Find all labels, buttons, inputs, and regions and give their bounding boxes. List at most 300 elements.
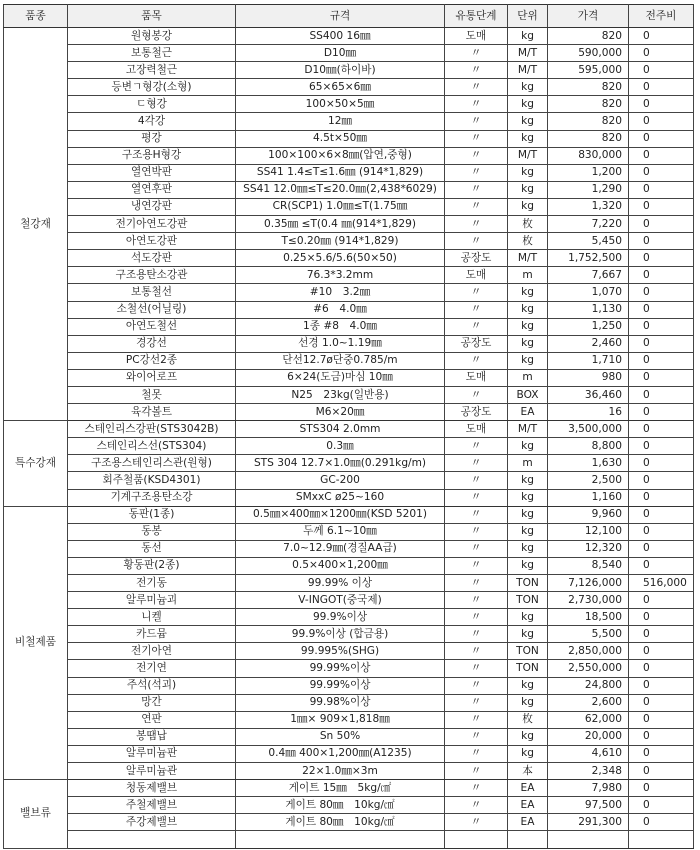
- spec-cell: 0.5㎜×400㎜×1200㎜(KSD 5201): [236, 506, 445, 523]
- item-cell: 보통철근: [68, 45, 236, 62]
- stage-cell: 도매: [445, 28, 508, 45]
- stage-cell: 공장도: [445, 250, 508, 267]
- spec-cell: V-INGOT(중국제): [236, 592, 445, 609]
- table-row: [4, 301, 694, 318]
- change-cell: 0: [629, 198, 694, 215]
- change-cell: 0: [629, 694, 694, 711]
- stage-cell: 〃: [445, 301, 508, 318]
- item-cell: 평강: [68, 130, 236, 147]
- item-cell: 아연도철선: [68, 318, 236, 335]
- stage-cell: [445, 831, 508, 848]
- price-cell: 1,630: [548, 455, 629, 472]
- spec-cell: 99.9%이상: [236, 609, 445, 626]
- price-cell: 12,320: [548, 540, 629, 557]
- change-cell: 0: [629, 489, 694, 506]
- spec-cell: SMxxC ø25~160: [236, 489, 445, 506]
- stage-cell: 〃: [445, 814, 508, 831]
- table-row: [4, 523, 694, 540]
- stage-cell: 〃: [445, 745, 508, 762]
- spec-cell: [236, 831, 445, 848]
- price-cell: 7,667: [548, 267, 629, 284]
- spec-cell: 7.0~12.9㎜(경질AA급): [236, 540, 445, 557]
- table-row: [4, 164, 694, 181]
- change-cell: 0: [629, 455, 694, 472]
- item-cell: 주석(석괴): [68, 677, 236, 694]
- spec-cell: 76.3*3.2mm: [236, 267, 445, 284]
- change-cell: 0: [629, 763, 694, 780]
- spec-cell: 99.99%이상: [236, 660, 445, 677]
- table-row: [4, 609, 694, 626]
- spec-cell: SS41 12.0㎜≤T≤20.0㎜(2,438*6029): [236, 181, 445, 198]
- spec-cell: 6×24(도금)마심 10㎜: [236, 369, 445, 386]
- header-spec: 규격: [236, 5, 445, 28]
- spec-cell: 1㎜× 909×1,818㎜: [236, 711, 445, 728]
- change-cell: 0: [629, 216, 694, 233]
- spec-cell: 22×1.0㎜×3m: [236, 763, 445, 780]
- change-cell: [629, 831, 694, 848]
- table-row: [4, 62, 694, 79]
- table-row: [4, 113, 694, 130]
- price-cell: 2,348: [548, 763, 629, 780]
- change-cell: 0: [629, 643, 694, 660]
- spec-cell: #10 3.2㎜: [236, 284, 445, 301]
- stage-cell: 〃: [445, 198, 508, 215]
- stage-cell: 〃: [445, 79, 508, 96]
- price-cell: 20,000: [548, 728, 629, 745]
- spec-cell: 0.35㎜ ≤T(0.4 ㎜(914*1,829): [236, 216, 445, 233]
- item-cell: 소철선(어닐링): [68, 301, 236, 318]
- table-row: [4, 284, 694, 301]
- table-row: [4, 489, 694, 506]
- unit-cell: kg: [508, 745, 548, 762]
- change-cell: 0: [629, 318, 694, 335]
- change-cell: 0: [629, 164, 694, 181]
- price-cell: 1,160: [548, 489, 629, 506]
- change-cell: 0: [629, 250, 694, 267]
- table-row: [4, 797, 694, 814]
- price-cell: 5,500: [548, 626, 629, 643]
- spec-cell: 0.25×5.6/5.6(50×50): [236, 250, 445, 267]
- item-cell: 철못: [68, 386, 236, 403]
- change-cell: 0: [629, 506, 694, 523]
- stage-cell: 〃: [445, 643, 508, 660]
- change-cell: 0: [629, 369, 694, 386]
- price-cell: 2,850,000: [548, 643, 629, 660]
- spec-cell: 99.98%이상: [236, 694, 445, 711]
- change-cell: 0: [629, 797, 694, 814]
- item-cell: 열연후판: [68, 181, 236, 198]
- table-row: [4, 352, 694, 369]
- change-cell: 0: [629, 284, 694, 301]
- spec-cell: Sn 50%: [236, 728, 445, 745]
- change-cell: 0: [629, 233, 694, 250]
- spec-cell: 65×65×6㎜: [236, 79, 445, 96]
- price-cell: 7,220: [548, 216, 629, 233]
- change-cell: 0: [629, 130, 694, 147]
- table-row: [4, 472, 694, 489]
- change-cell: 0: [629, 352, 694, 369]
- spec-cell: 1종 #8 4.0㎜: [236, 318, 445, 335]
- stage-cell: 〃: [445, 113, 508, 130]
- unit-cell: kg: [508, 557, 548, 574]
- table-row: [4, 96, 694, 113]
- unit-cell: EA: [508, 404, 548, 421]
- unit-cell: m: [508, 267, 548, 284]
- item-cell: 스테인리스강판(STS3042B): [68, 421, 236, 438]
- category-cell: 밸브류: [4, 780, 68, 848]
- spec-cell: 0.4㎜ 400×1,200㎜(A1235): [236, 745, 445, 762]
- unit-cell: EA: [508, 814, 548, 831]
- spec-cell: M6×20㎜: [236, 404, 445, 421]
- spec-cell: 게이트 15㎜ 5kg/㎠: [236, 780, 445, 797]
- price-cell: 590,000: [548, 45, 629, 62]
- item-cell: 알루미늄관: [68, 763, 236, 780]
- price-cell: 8,540: [548, 557, 629, 574]
- change-cell: 0: [629, 472, 694, 489]
- table-row: [4, 386, 694, 403]
- unit-cell: 本: [508, 763, 548, 780]
- header-week-change: 전주비: [629, 5, 694, 28]
- price-table: [3, 4, 694, 849]
- stage-cell: 〃: [445, 284, 508, 301]
- change-cell: 0: [629, 96, 694, 113]
- table-row: [4, 592, 694, 609]
- price-cell: 8,800: [548, 438, 629, 455]
- unit-cell: kg: [508, 79, 548, 96]
- item-cell: 와이어로프: [68, 369, 236, 386]
- stage-cell: 〃: [445, 540, 508, 557]
- price-cell: 1,752,500: [548, 250, 629, 267]
- spec-cell: 게이트 80㎜ 10kg/㎠: [236, 797, 445, 814]
- spec-cell: T≤0.20㎜ (914*1,829): [236, 233, 445, 250]
- header-row: [4, 5, 694, 28]
- item-cell: 냉연강판: [68, 198, 236, 215]
- table-row: [4, 540, 694, 557]
- price-cell: 62,000: [548, 711, 629, 728]
- stage-cell: 〃: [445, 506, 508, 523]
- item-cell: 구조용H형강: [68, 147, 236, 164]
- price-cell: 97,500: [548, 797, 629, 814]
- price-cell: 820: [548, 130, 629, 147]
- table-row: [4, 147, 694, 164]
- item-cell: 알루미늄괴: [68, 592, 236, 609]
- unit-cell: TON: [508, 592, 548, 609]
- unit-cell: kg: [508, 301, 548, 318]
- stage-cell: 〃: [445, 780, 508, 797]
- unit-cell: [508, 831, 548, 848]
- stage-cell: 〃: [445, 575, 508, 592]
- spec-cell: 4.5t×50㎜: [236, 130, 445, 147]
- item-cell: 주철제밸브: [68, 797, 236, 814]
- price-cell: 595,000: [548, 62, 629, 79]
- price-cell: 2,550,000: [548, 660, 629, 677]
- unit-cell: kg: [508, 318, 548, 335]
- spec-cell: SS41 1.4≤T≤1.6㎜ (914*1,829): [236, 164, 445, 181]
- header-distribution-stage: 유통단계: [445, 5, 508, 28]
- unit-cell: kg: [508, 28, 548, 45]
- price-cell: [548, 831, 629, 848]
- change-cell: 0: [629, 557, 694, 574]
- price-cell: 291,300: [548, 814, 629, 831]
- unit-cell: M/T: [508, 421, 548, 438]
- unit-cell: TON: [508, 660, 548, 677]
- item-cell: 동선: [68, 540, 236, 557]
- item-cell: 망간: [68, 694, 236, 711]
- table-row: [4, 404, 694, 421]
- item-cell: 경강선: [68, 335, 236, 352]
- table-row: [4, 694, 694, 711]
- change-cell: 0: [629, 28, 694, 45]
- stage-cell: 〃: [445, 523, 508, 540]
- table-row: [4, 831, 694, 848]
- spec-cell: 99.9%이상 (합금용): [236, 626, 445, 643]
- unit-cell: m: [508, 455, 548, 472]
- unit-cell: 枚: [508, 216, 548, 233]
- stage-cell: 〃: [445, 677, 508, 694]
- price-cell: 7,980: [548, 780, 629, 797]
- item-cell: 전기아연: [68, 643, 236, 660]
- unit-cell: kg: [508, 523, 548, 540]
- change-cell: 0: [629, 267, 694, 284]
- unit-cell: BOX: [508, 386, 548, 403]
- stage-cell: 〃: [445, 147, 508, 164]
- spec-cell: 100×100×6×8㎜(압연,중형): [236, 147, 445, 164]
- item-cell: 열연박판: [68, 164, 236, 181]
- table-row: [4, 130, 694, 147]
- unit-cell: kg: [508, 96, 548, 113]
- price-cell: 2,460: [548, 335, 629, 352]
- price-cell: 16: [548, 404, 629, 421]
- item-cell: 카드뮴: [68, 626, 236, 643]
- item-cell: 청동제밸브: [68, 780, 236, 797]
- price-cell: 4,610: [548, 745, 629, 762]
- price-cell: 1,130: [548, 301, 629, 318]
- spec-cell: 12㎜: [236, 113, 445, 130]
- change-cell: 0: [629, 523, 694, 540]
- table-row: [4, 233, 694, 250]
- spec-cell: 0.5×400×1,200㎜: [236, 557, 445, 574]
- price-cell: 1,250: [548, 318, 629, 335]
- stage-cell: 〃: [445, 164, 508, 181]
- table-row: [4, 369, 694, 386]
- price-cell: 2,500: [548, 472, 629, 489]
- header-unit: 단위: [508, 5, 548, 28]
- table-row: [4, 780, 694, 797]
- header-item: 품목: [68, 5, 236, 28]
- stage-cell: 〃: [445, 660, 508, 677]
- item-cell: 원형봉강: [68, 28, 236, 45]
- stage-cell: 〃: [445, 455, 508, 472]
- spec-cell: 게이트 80㎜ 10kg/㎠: [236, 814, 445, 831]
- price-cell: 3,500,000: [548, 421, 629, 438]
- price-cell: 2,600: [548, 694, 629, 711]
- stage-cell: 〃: [445, 797, 508, 814]
- stage-cell: 〃: [445, 96, 508, 113]
- stage-cell: 도매: [445, 369, 508, 386]
- unit-cell: kg: [508, 489, 548, 506]
- change-cell: 0: [629, 79, 694, 96]
- unit-cell: M/T: [508, 45, 548, 62]
- category-cell: 비철제품: [4, 506, 68, 780]
- stage-cell: 〃: [445, 352, 508, 369]
- price-cell: 9,960: [548, 506, 629, 523]
- spec-cell: #6 4.0㎜: [236, 301, 445, 318]
- unit-cell: kg: [508, 472, 548, 489]
- item-cell: 전기아연도강판: [68, 216, 236, 233]
- table-row: [4, 814, 694, 831]
- item-cell: 고장력철근: [68, 62, 236, 79]
- stage-cell: 〃: [445, 233, 508, 250]
- item-cell: ㄷ형강: [68, 96, 236, 113]
- spec-cell: D10㎜: [236, 45, 445, 62]
- price-cell: 1,710: [548, 352, 629, 369]
- stage-cell: 〃: [445, 130, 508, 147]
- table-row: [4, 677, 694, 694]
- spec-cell: SS400 16㎜: [236, 28, 445, 45]
- stage-cell: 〃: [445, 318, 508, 335]
- unit-cell: kg: [508, 728, 548, 745]
- price-cell: 7,126,000: [548, 575, 629, 592]
- unit-cell: kg: [508, 113, 548, 130]
- item-cell: [68, 831, 236, 848]
- table-row: [4, 216, 694, 233]
- unit-cell: TON: [508, 643, 548, 660]
- item-cell: 석도강판: [68, 250, 236, 267]
- spec-cell: 100×50×5㎜: [236, 96, 445, 113]
- stage-cell: 〃: [445, 216, 508, 233]
- price-cell: 2,730,000: [548, 592, 629, 609]
- price-cell: 830,000: [548, 147, 629, 164]
- spec-cell: 단선12.7ø단중0.785/m: [236, 352, 445, 369]
- unit-cell: 枚: [508, 233, 548, 250]
- table-row: [4, 45, 694, 62]
- price-cell: 980: [548, 369, 629, 386]
- stage-cell: 〃: [445, 694, 508, 711]
- change-cell: 0: [629, 62, 694, 79]
- spec-cell: STS 304 12.7×1.0㎜(0.291kg/m): [236, 455, 445, 472]
- price-cell: 1,290: [548, 181, 629, 198]
- price-cell: 18,500: [548, 609, 629, 626]
- unit-cell: EA: [508, 797, 548, 814]
- stage-cell: 도매: [445, 267, 508, 284]
- unit-cell: M/T: [508, 250, 548, 267]
- unit-cell: EA: [508, 780, 548, 797]
- unit-cell: kg: [508, 609, 548, 626]
- spec-cell: 99.99% 이상: [236, 575, 445, 592]
- change-cell: 0: [629, 814, 694, 831]
- unit-cell: 枚: [508, 711, 548, 728]
- item-cell: 알루미늄판: [68, 745, 236, 762]
- stage-cell: 〃: [445, 763, 508, 780]
- table-row: [4, 506, 694, 523]
- spec-cell: 0.3㎜: [236, 438, 445, 455]
- unit-cell: kg: [508, 352, 548, 369]
- item-cell: 아연도강판: [68, 233, 236, 250]
- price-cell: 820: [548, 113, 629, 130]
- table-body: [4, 28, 694, 849]
- category-cell: 특수강재: [4, 421, 68, 506]
- item-cell: 4각강: [68, 113, 236, 130]
- change-cell: 0: [629, 677, 694, 694]
- table-row: [4, 763, 694, 780]
- price-cell: 1,070: [548, 284, 629, 301]
- unit-cell: kg: [508, 626, 548, 643]
- item-cell: 등변ㄱ형강(소형): [68, 79, 236, 96]
- table-row: [4, 79, 694, 96]
- stage-cell: 〃: [445, 592, 508, 609]
- change-cell: 0: [629, 404, 694, 421]
- item-cell: 육각볼트: [68, 404, 236, 421]
- price-cell: 5,450: [548, 233, 629, 250]
- change-cell: 516,000: [629, 575, 694, 592]
- unit-cell: TON: [508, 575, 548, 592]
- stage-cell: 〃: [445, 62, 508, 79]
- spec-cell: 99.99%이상: [236, 677, 445, 694]
- change-cell: 0: [629, 421, 694, 438]
- table-row: [4, 335, 694, 352]
- change-cell: 0: [629, 45, 694, 62]
- change-cell: 0: [629, 745, 694, 762]
- unit-cell: kg: [508, 540, 548, 557]
- spec-cell: 두께 6.1~10㎜: [236, 523, 445, 540]
- change-cell: 0: [629, 147, 694, 164]
- spec-cell: D10㎜(하이바): [236, 62, 445, 79]
- table-row: [4, 745, 694, 762]
- item-cell: 보통철선: [68, 284, 236, 301]
- unit-cell: kg: [508, 506, 548, 523]
- unit-cell: kg: [508, 164, 548, 181]
- stage-cell: 〃: [445, 489, 508, 506]
- price-cell: 820: [548, 28, 629, 45]
- item-cell: 회주철품(KSD4301): [68, 472, 236, 489]
- stage-cell: 도매: [445, 421, 508, 438]
- spec-cell: 선경 1.0~1.19㎜: [236, 335, 445, 352]
- table-row: [4, 455, 694, 472]
- stage-cell: 〃: [445, 386, 508, 403]
- change-cell: 0: [629, 113, 694, 130]
- change-cell: 0: [629, 301, 694, 318]
- table-row: [4, 557, 694, 574]
- table-row: [4, 318, 694, 335]
- item-cell: PC강선2종: [68, 352, 236, 369]
- change-cell: 0: [629, 335, 694, 352]
- price-cell: 820: [548, 96, 629, 113]
- unit-cell: M/T: [508, 62, 548, 79]
- change-cell: 0: [629, 386, 694, 403]
- category-cell: 철강재: [4, 28, 68, 421]
- stage-cell: 공장도: [445, 335, 508, 352]
- item-cell: 구조용스테인리스관(원형): [68, 455, 236, 472]
- stage-cell: 〃: [445, 472, 508, 489]
- table-row: [4, 421, 694, 438]
- change-cell: 0: [629, 711, 694, 728]
- spec-cell: GC-200: [236, 472, 445, 489]
- spec-cell: CR(SCP1) 1.0㎜≤T(1.75㎜: [236, 198, 445, 215]
- spec-cell: 99.995%(SHG): [236, 643, 445, 660]
- unit-cell: kg: [508, 181, 548, 198]
- table-row: [4, 438, 694, 455]
- price-cell: 1,320: [548, 198, 629, 215]
- unit-cell: kg: [508, 677, 548, 694]
- item-cell: 주강제밸브: [68, 814, 236, 831]
- item-cell: 기계구조용탄소강: [68, 489, 236, 506]
- header-price: 가격: [548, 5, 629, 28]
- table-row: [4, 643, 694, 660]
- item-cell: 전기동: [68, 575, 236, 592]
- stage-cell: 〃: [445, 609, 508, 626]
- item-cell: 동봉: [68, 523, 236, 540]
- stage-cell: 〃: [445, 626, 508, 643]
